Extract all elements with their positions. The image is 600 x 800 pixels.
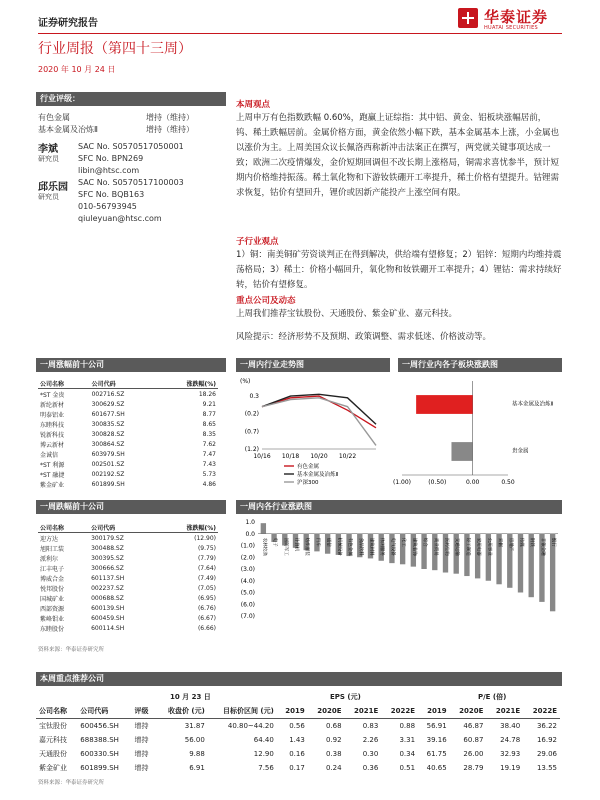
- table-cell: 32.93: [500, 750, 521, 758]
- category-label: 采掘: [497, 537, 503, 547]
- table-row: [38, 439, 218, 449]
- table-cell: 60.87: [463, 736, 484, 744]
- col-header: 2022E: [381, 704, 418, 719]
- table-cell: 36.22: [536, 722, 557, 730]
- table-cell: 0.38: [325, 750, 342, 758]
- col-header: 2021E: [486, 704, 523, 719]
- table-cell: 56.00: [184, 736, 205, 744]
- source-note: 资料来源：华泰证券研究所: [38, 647, 105, 653]
- table-cell: 0.16: [289, 750, 305, 758]
- industry-chart: [236, 516, 562, 650]
- industry-chart-title: 一周内各行业涨跌图: [236, 500, 562, 514]
- table-cell: 002716.SZ: [91, 390, 125, 398]
- table-cell: 派利尔: [40, 555, 59, 563]
- col-header: 涨跌幅(%): [157, 522, 218, 533]
- col-header: 2020E: [450, 704, 487, 719]
- table-cell: 8.65: [202, 420, 216, 428]
- table-cell: 002192.SZ: [91, 470, 125, 478]
- col-header: 公司代码: [90, 378, 158, 389]
- table-row: [38, 449, 218, 459]
- y-tick-label: 1.0: [245, 519, 255, 526]
- sub-sector-chart-title: 一周行业内各子板块涨跌图: [398, 358, 562, 372]
- table-cell: *ST 利源: [40, 461, 65, 469]
- rating-name-1: 有色金属: [38, 113, 70, 122]
- pe-label: P/E (倍): [478, 693, 507, 701]
- category-label: 综合: [422, 537, 428, 547]
- table-cell: (7.64): [197, 564, 216, 572]
- weekly-view-text: 上周申万有色指数跌幅 0.60%，跑赢上证综指：其中铝、黄金、铝板块涨幅居前，钨、稀土跌幅居前。金属价格方面，黄金依然小幅下跌，基本金属基本上涨，小金属也以涨价为主。上周美国众议长佩洛西称新冲击法案正在撰写，两党就关键事项达成一致；欧洲二次疫情爆发，金价短期回调但不改长期上涨格局，铜需求喜忧参半，预计短期内价格维持振荡。稀土氧化物和下游钕铁硼开工率提升，稀土价格有望提升。钴锂需求恢复，钴价有望回升，锂价或因新产能投产上涨空间有限。: [236, 113, 560, 198]
- table-cell: 601137.SH: [91, 574, 125, 582]
- series-line-1: [262, 394, 376, 424]
- table-row: [36, 719, 560, 734]
- analyst-role-1: 研究员: [38, 155, 59, 163]
- category-label: 基本金属及冶炼Ⅱ: [512, 401, 554, 408]
- y-tick-label: (2.0): [240, 554, 255, 562]
- legend-label: 沪深300: [297, 480, 319, 486]
- table-cell: 0.56: [289, 722, 305, 730]
- rating-name-2: 基本金属及冶炼Ⅱ: [38, 125, 98, 134]
- category-label: 传媒: [518, 537, 524, 547]
- category-label: 食品饮料: [357, 537, 363, 556]
- table-row: [38, 409, 218, 419]
- rating-value-2: 增持（维持）: [146, 125, 194, 134]
- table-cell: 增持: [134, 764, 149, 772]
- col-header: 公司代码: [89, 522, 157, 533]
- category-label: 商业贸易: [432, 537, 438, 556]
- table-cell: 江丰电子: [40, 565, 65, 573]
- table-cell: 688388.SH: [80, 736, 119, 744]
- table-row: [38, 399, 218, 409]
- col-header: 评级: [132, 704, 156, 719]
- table-cell: 2.26: [362, 736, 379, 744]
- table-cell: 19.19: [500, 764, 521, 772]
- table-cell: 002501.SZ: [91, 460, 125, 468]
- table-cell: 40.65: [426, 764, 447, 772]
- table-cell: 博威合金: [40, 575, 65, 583]
- table-cell: 300828.SZ: [91, 430, 125, 438]
- category-label: 房地产: [507, 537, 513, 552]
- category-label: 公用事业: [486, 537, 492, 556]
- category-label: 休闲服务: [379, 537, 385, 556]
- table-row: [38, 459, 218, 469]
- table-cell: (6.95): [197, 594, 216, 602]
- table-row: [36, 761, 560, 775]
- y-tick-label: (3.0): [240, 566, 255, 573]
- table-cell: (12.90): [194, 534, 216, 542]
- table-cell: 300395.SZ: [91, 554, 124, 562]
- y-tick-label: (6.0): [240, 601, 255, 609]
- category-label: 建筑装饰: [411, 537, 417, 556]
- table-cell: 8.77: [202, 410, 216, 418]
- y-axis-label: (%): [240, 378, 251, 385]
- category-label: 电子: [272, 537, 278, 547]
- table-cell: 锐新科技: [40, 431, 65, 439]
- y-tick-label: 0.3: [249, 393, 259, 401]
- top-gainers-title: 一周涨幅前十公司: [36, 358, 226, 372]
- table-cell: 26.00: [463, 750, 484, 758]
- col-header: 目标价区间 (元): [208, 704, 277, 719]
- col-header: 2019: [277, 704, 308, 719]
- x-tick-label: (1.00): [392, 479, 412, 486]
- table-row: [38, 429, 218, 439]
- y-tick-label: (1.2): [244, 446, 259, 453]
- table-cell: 24.78: [500, 736, 521, 744]
- col-header: 公司代码: [77, 704, 131, 719]
- table-cell: *ST 金贵: [40, 391, 65, 399]
- top-gainers-table: [38, 378, 218, 489]
- table-cell: 603979.SH: [91, 450, 125, 458]
- table-cell: 38.40: [500, 722, 521, 730]
- table-cell: 3.31: [399, 736, 416, 744]
- y-tick-label: (4.0): [240, 577, 255, 585]
- category-label: 建筑材料: [368, 537, 374, 556]
- table-cell: 0.92: [325, 736, 342, 744]
- col-header: 公司名称: [38, 522, 89, 533]
- table-cell: 0.88: [399, 722, 416, 730]
- x-tick-label: 10/22: [338, 453, 357, 460]
- table-cell: 600114.SH: [91, 624, 125, 632]
- table-cell: 7.43: [202, 460, 216, 468]
- table-cell: 金诚信: [40, 451, 59, 459]
- top-losers-title: 一周跌幅前十公司: [36, 500, 226, 514]
- table-cell: 7.62: [202, 440, 216, 448]
- category-label: 银行: [550, 537, 556, 547]
- table-cell: 1.43: [289, 736, 305, 744]
- col-header: 2022E: [523, 704, 560, 719]
- analyst-name-1: 李斌: [38, 144, 58, 155]
- table-cell: 增持: [134, 750, 149, 758]
- table-row: [38, 469, 218, 479]
- category-label: 纺织服装: [304, 537, 310, 556]
- x-tick-label: 0.50: [501, 479, 515, 486]
- table-cell: 悦邦股份: [40, 585, 65, 593]
- table-cell: 5.73: [202, 470, 216, 478]
- analyst-sfc-2: SFC No. BQB163: [78, 190, 145, 199]
- table-row: [38, 603, 218, 613]
- table-cell: (7.79): [197, 554, 216, 562]
- table-cell: 8.35: [202, 430, 216, 438]
- table-cell: 13.55: [536, 764, 557, 772]
- bar-0: [261, 523, 266, 534]
- table-cell: 0.30: [362, 750, 379, 758]
- table-cell: 博云新材: [40, 441, 65, 449]
- table-cell: 0.83: [362, 722, 379, 730]
- table-cell: 7.56: [258, 764, 274, 772]
- category-label: 非银金融: [539, 537, 545, 556]
- huatai-logo-icon: [458, 8, 478, 28]
- table-cell: 增持: [134, 736, 149, 744]
- page-title: 行业周报（第四十三周）: [38, 41, 192, 57]
- table-cell: 0.24: [325, 764, 342, 772]
- table-cell: (6.67): [197, 614, 216, 622]
- logo-subtext: HUATAI SECURITIES: [484, 25, 538, 31]
- category-label: 农林牧渔: [261, 537, 267, 556]
- y-tick-label: (5.0): [240, 589, 255, 597]
- analyst-sac-1: SAC No. S0570517050001: [78, 142, 184, 151]
- report-date: 2020 年 10 月 24 日: [38, 65, 116, 74]
- table-cell: 31.87: [184, 722, 205, 730]
- header-divider: [38, 33, 562, 34]
- category-label: 国防军工: [282, 537, 288, 556]
- category-label: 医药生物: [443, 537, 449, 556]
- x-tick-label: 10/16: [253, 453, 271, 460]
- table-row: [38, 573, 218, 583]
- table-cell: 601899.SH: [80, 764, 119, 772]
- table-cell: 7.47: [202, 450, 216, 458]
- category-label: 计算机: [293, 537, 299, 552]
- analyst-role-2: 研究员: [38, 193, 59, 201]
- table-cell: 宝钛股份: [39, 722, 67, 730]
- rating-value-1: 增持（维持）: [146, 113, 194, 122]
- table-cell: 紫峰钼业: [40, 615, 65, 623]
- table-row: [38, 479, 218, 489]
- table-cell: 明泰铝业: [40, 411, 65, 419]
- table-row: [38, 613, 218, 623]
- table-cell: 300629.SZ: [91, 400, 125, 408]
- analyst-phone-2: 010-56793945: [78, 202, 137, 211]
- legend-label: 有色金属: [297, 464, 320, 470]
- table-row: [38, 543, 218, 553]
- analyst-email-1[interactable]: libin@htsc.com: [78, 166, 140, 175]
- y-tick-label: 0.0: [245, 530, 255, 538]
- table-cell: 300835.SZ: [91, 420, 125, 428]
- table-cell: 东睦股份: [40, 625, 65, 633]
- x-tick-label: 10/20: [310, 453, 328, 460]
- legend-label: 基本金属及冶炼Ⅱ: [297, 472, 339, 478]
- analyst-sfc-1: SFC No. BPN269: [78, 154, 144, 163]
- table-cell: 39.16: [426, 736, 447, 744]
- table-cell: *ST 融捷: [40, 471, 65, 479]
- table-cell: 天通股份: [39, 750, 67, 758]
- table-cell: 东睦科技: [40, 421, 65, 429]
- category-label: 有色金属: [347, 537, 353, 556]
- table-cell: (7.49): [197, 574, 216, 582]
- table-cell: 40.80~44.20: [227, 722, 274, 730]
- col-header: 公司名称: [38, 378, 90, 389]
- trend-chart-title: 一周内行业走势图: [236, 358, 390, 372]
- report-type: 证券研究报告: [38, 18, 98, 29]
- category-label: 电气设备: [389, 537, 395, 556]
- table-cell: 600456.SH: [80, 722, 119, 730]
- recommend-title: 本周重点推荐公司: [36, 672, 562, 686]
- table-row: [38, 593, 218, 603]
- y-tick-label: (1.0): [240, 542, 255, 550]
- y-tick-label: (7.0): [240, 613, 255, 620]
- table-cell: 0.34: [399, 750, 416, 758]
- col-header: 公司名称: [36, 704, 77, 719]
- category-label: 钢铁: [529, 537, 535, 547]
- table-row: [38, 623, 218, 633]
- recommend-date: 10 月 23 日: [170, 693, 211, 701]
- category-label: 交通运输: [454, 537, 460, 556]
- table-cell: 600330.SH: [80, 750, 119, 758]
- col-header: 2020E: [308, 704, 345, 719]
- series-line-2: [262, 398, 376, 446]
- table-cell: 64.40: [253, 736, 274, 744]
- col-header: 2019: [418, 704, 450, 719]
- table-cell: 9.88: [189, 750, 205, 758]
- table-cell: 29.06: [536, 750, 557, 758]
- table-cell: 000688.SZ: [91, 594, 124, 602]
- table-row: [38, 583, 218, 593]
- recommend-table: [36, 704, 560, 775]
- sub-industry-text: 1）铜：南美铜矿劳资谈判正在得到解决，供给端有望修复；2）铝锌：短期内均维持震荡格局；3）稀土：价格小幅回升，氧化物和钕铁硼开工率提升；4）锂钴：需求持续好转，钴价有望修复。: [236, 250, 562, 290]
- table-cell: 4.86: [202, 480, 216, 488]
- y-tick-label: (0.7): [244, 428, 259, 436]
- table-cell: 0.17: [289, 764, 305, 772]
- weekly-view-heading: 本周观点: [236, 100, 271, 110]
- table-cell: (6.76): [197, 604, 216, 612]
- category-label: 机械设备: [336, 537, 342, 556]
- table-row: [36, 733, 560, 747]
- table-row: [38, 389, 218, 400]
- table-cell: (7.05): [197, 584, 216, 592]
- col-header: 2021E: [345, 704, 382, 719]
- table-cell: 56.91: [426, 722, 447, 730]
- table-cell: 600459.SH: [91, 614, 125, 622]
- bar-0: [416, 395, 473, 414]
- table-cell: 61.75: [426, 750, 447, 758]
- category-label: 轻工制造: [464, 537, 470, 556]
- table-cell: 12.90: [253, 750, 274, 758]
- table-cell: 300666.SZ: [91, 564, 124, 572]
- table-cell: 300864.SZ: [91, 440, 125, 448]
- table-row: [36, 747, 560, 761]
- category-label: 通信: [325, 537, 331, 547]
- table-cell: 旭阳工装: [40, 545, 65, 553]
- table-cell: (9.75): [197, 544, 216, 552]
- x-tick-label: 10/18: [281, 453, 300, 460]
- x-tick-label: 0.00: [465, 479, 480, 486]
- analyst-email-2[interactable]: qiuleyuan@htsc.com: [78, 214, 162, 223]
- table-cell: 新纶新材: [40, 401, 65, 409]
- table-cell: 9.21: [202, 400, 216, 408]
- table-cell: 0.51: [399, 764, 416, 772]
- table-row: [38, 563, 218, 573]
- table-cell: 300488.SZ: [91, 544, 124, 552]
- table-cell: 601899.SH: [91, 480, 125, 488]
- table-cell: 国城矿业: [40, 595, 65, 603]
- risk-warning: 风险提示：经济形势不及预期、政策调整、需求低迷、价格波动等。: [236, 332, 492, 342]
- rating-section-title: 行业评级：: [36, 92, 226, 106]
- table-row: [38, 533, 218, 544]
- table-cell: 46.87: [463, 722, 484, 730]
- col-header: 涨跌幅(%): [157, 378, 218, 389]
- analyst-name-2: 邱乐园: [38, 182, 68, 193]
- table-row: [38, 553, 218, 563]
- key-companies-text: 上周我们推荐宝钛股份、天通股份、紫金矿业、嘉元科技。: [236, 309, 458, 319]
- table-cell: 18.26: [198, 390, 216, 398]
- table-cell: 601677.SH: [91, 410, 125, 418]
- logo-text: 华泰证券: [484, 8, 549, 26]
- category-label: 化工: [400, 537, 406, 547]
- analyst-sac-2: SAC No. S0570517100003: [78, 178, 184, 187]
- table-cell: 嘉元科技: [39, 736, 67, 744]
- top-losers-table: [38, 522, 218, 633]
- category-label: 家用电器: [475, 537, 481, 556]
- table-row: [38, 419, 218, 429]
- table-cell: 28.79: [463, 764, 484, 772]
- table-cell: 16.92: [536, 736, 557, 744]
- table-cell: 西部资源: [40, 605, 65, 613]
- eps-label: EPS (元): [330, 693, 361, 701]
- table-cell: 300179.SZ: [91, 534, 124, 542]
- table-cell: 紫金矿业: [40, 481, 65, 489]
- bar-1: [451, 442, 472, 461]
- sub-sector-chart: [392, 375, 562, 495]
- table-cell: 600139.SH: [91, 604, 125, 612]
- category-label: 汽车: [314, 537, 320, 547]
- y-tick-label: (0.2): [244, 410, 259, 418]
- col-header: 收盘价 (元): [156, 704, 208, 719]
- sub-industry-heading: 子行业观点: [236, 237, 279, 247]
- table-cell: (6.66): [197, 624, 216, 632]
- table-cell: 0.68: [325, 722, 342, 730]
- table-cell: 002237.SZ: [91, 584, 124, 592]
- table-cell: 6.91: [189, 764, 205, 772]
- source-note: 资料来源：华泰证券研究所: [38, 780, 105, 786]
- category-label: 贵金属: [512, 448, 529, 455]
- table-cell: 增持: [134, 722, 149, 730]
- key-companies-heading: 重点公司及动态: [236, 296, 296, 306]
- table-cell: 迎方达: [40, 535, 59, 543]
- table-cell: 0.36: [362, 764, 379, 772]
- trend-chart: [236, 375, 388, 495]
- x-tick-label: (0.50): [428, 479, 447, 486]
- table-cell: 紫金矿业: [39, 764, 67, 772]
